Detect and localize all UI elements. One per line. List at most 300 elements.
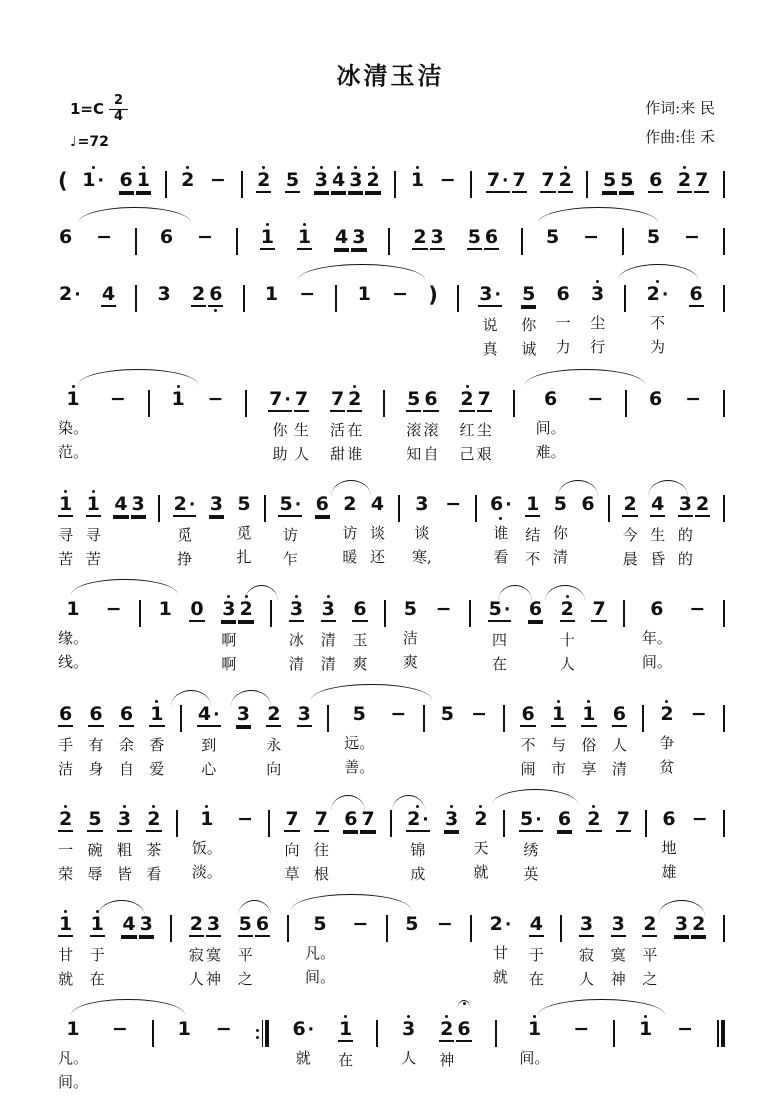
- note-digit: [215, 1019, 233, 1040]
- digit: 2: [343, 493, 357, 515]
- note-group: [342, 488, 357, 569]
- note-digit: [209, 494, 224, 517]
- note: [558, 164, 573, 199]
- digit: 6: [649, 169, 663, 191]
- lyric-line2: 在: [528, 970, 544, 988]
- digit: 1: [66, 1018, 80, 1040]
- note-digit: [351, 914, 369, 935]
- lyric-line1: 余: [118, 736, 134, 754]
- note-group: [638, 1013, 653, 1094]
- note-digit: [289, 599, 304, 622]
- note: [348, 164, 363, 199]
- note-group: [191, 278, 223, 361]
- lyric-line1: 寞: [610, 946, 626, 964]
- note-digit: [256, 170, 271, 193]
- digit: 5: [545, 226, 560, 248]
- note-group: [157, 278, 172, 359]
- note-digit: [314, 809, 329, 832]
- note-group: [642, 593, 672, 674]
- note-group: [338, 1013, 353, 1096]
- digit: 5: [553, 493, 567, 515]
- note: [209, 488, 224, 571]
- lyric-line2: 皆: [116, 865, 132, 883]
- note-digit: [556, 284, 571, 305]
- note-group: [298, 278, 316, 359]
- lyric-line2: 知: [406, 445, 422, 463]
- note: [642, 908, 657, 991]
- lyric-line2: 英: [523, 865, 539, 883]
- note-digit: [473, 809, 488, 830]
- digit: 2: [474, 808, 488, 830]
- note-group: [149, 698, 164, 781]
- note: [553, 488, 568, 569]
- note-group: [560, 593, 575, 676]
- digit: 4: [529, 913, 544, 935]
- note: [121, 908, 136, 991]
- music-system: [58, 787, 725, 886]
- note-group: [582, 221, 600, 254]
- lyric-line2: 成: [410, 865, 426, 883]
- lyric-line2: 苦: [85, 550, 101, 568]
- key-time-row: [70, 94, 128, 125]
- barline: [475, 495, 477, 522]
- lyric-line1: 谁: [493, 524, 509, 542]
- note-group: [209, 164, 227, 197]
- note: [343, 803, 358, 886]
- lyric-line1: 活: [330, 421, 346, 439]
- lyric-line1: 甘: [493, 944, 509, 962]
- barline: [148, 390, 150, 417]
- note-digit: [403, 599, 418, 620]
- note-group: [519, 803, 543, 886]
- note-group: [236, 698, 251, 781]
- note-group: [170, 383, 185, 464]
- composer-credit: 作曲:佳 禾: [645, 128, 715, 147]
- note-group: [470, 698, 488, 779]
- digit: 1: [582, 703, 596, 725]
- note: [285, 164, 300, 199]
- note-group: [90, 908, 105, 991]
- note-digit: [406, 809, 430, 832]
- note-digit: [196, 227, 214, 248]
- lyric-line2: 草: [284, 865, 300, 883]
- lyric-line2: 真: [482, 340, 498, 358]
- note: [488, 593, 512, 676]
- note: [58, 803, 73, 886]
- lyric-line1: 谈: [414, 524, 430, 542]
- digit: 2: [460, 388, 474, 410]
- octave-dot-below: [689, 307, 704, 313]
- note-group: [221, 593, 253, 676]
- note-digit: [661, 809, 676, 830]
- note: [101, 278, 116, 361]
- note-group: [58, 698, 73, 781]
- note: [297, 698, 312, 781]
- lyric-line2: 人: [293, 445, 309, 463]
- note: [684, 383, 702, 464]
- augmentation-dot: ·: [505, 495, 512, 515]
- note: [334, 221, 349, 256]
- note-group: [352, 593, 367, 676]
- digit: 2: [623, 493, 637, 515]
- digit: −: [689, 598, 706, 620]
- note: [436, 908, 454, 989]
- note: [192, 803, 222, 884]
- note-group: [389, 698, 407, 779]
- lyric-line1: 玉: [352, 631, 368, 649]
- note: [236, 698, 251, 781]
- note: [691, 908, 706, 991]
- note-digit: [436, 914, 454, 935]
- note-digit: [676, 1019, 694, 1040]
- octave-dot-below: [208, 307, 223, 313]
- note-digit: [221, 599, 236, 622]
- digit: 7: [361, 808, 375, 830]
- barline: [470, 915, 472, 942]
- digit: 2: [696, 493, 710, 515]
- digit: 3: [157, 283, 171, 305]
- lyric-line2: 清: [288, 655, 304, 673]
- note-group: [580, 488, 595, 569]
- lyric-line1: 生: [293, 421, 309, 439]
- lyric-line2: 清: [320, 655, 336, 673]
- note-group: [266, 698, 281, 781]
- note-group: [278, 488, 302, 571]
- note-digit: [557, 809, 572, 832]
- note-digit: [65, 599, 80, 620]
- note-digit: [439, 170, 457, 191]
- note-digit: [519, 809, 543, 832]
- digit: −: [583, 226, 600, 248]
- digit: 6: [650, 598, 664, 620]
- note: [315, 488, 330, 571]
- lyric-line2: 爽: [352, 655, 368, 673]
- digit: 5: [646, 226, 661, 248]
- music-system: [58, 997, 725, 1096]
- digit: 4: [122, 913, 136, 935]
- note-group: [572, 1013, 590, 1094]
- digit: 3: [678, 493, 693, 515]
- barline: [245, 390, 247, 417]
- note-group: [344, 698, 374, 779]
- note: [344, 698, 374, 779]
- octave-dot-below: [180, 191, 195, 197]
- digit: 1: [82, 169, 96, 191]
- digit: 3: [131, 493, 145, 515]
- digit: 4: [370, 493, 385, 515]
- lyric-line2: 晨: [622, 550, 638, 568]
- note: [470, 698, 488, 779]
- octave-dot-below: [440, 725, 455, 731]
- note-group: [297, 698, 312, 781]
- note: [525, 488, 540, 571]
- lyric-line1: 滚: [423, 421, 439, 439]
- barline: [287, 915, 289, 942]
- lyric-line1: 生: [650, 526, 666, 544]
- note-digit: [236, 704, 251, 727]
- barline: [152, 1020, 154, 1047]
- digit: −: [573, 1018, 590, 1040]
- note-group: [291, 1013, 315, 1094]
- note: [389, 698, 407, 779]
- digit: 2: [413, 226, 427, 248]
- note: [177, 1013, 192, 1094]
- note-digit: [58, 284, 82, 305]
- note-group: [81, 164, 105, 197]
- lyric-line2: 间。: [58, 1073, 89, 1091]
- note-group: [486, 164, 527, 199]
- note-group: [146, 803, 161, 886]
- barline: [236, 228, 238, 255]
- octave-dot-below: [256, 193, 271, 199]
- digit: 2: [348, 388, 362, 410]
- note-digit: [414, 494, 429, 515]
- lyric-line1: 与: [550, 736, 566, 754]
- barline: [180, 705, 182, 732]
- lyric-line1: 远。: [344, 734, 375, 752]
- note: [236, 488, 251, 569]
- note-digit: [456, 1019, 471, 1042]
- note-digit: [342, 494, 357, 515]
- note-group: [315, 488, 330, 571]
- octave-dot-below: [105, 620, 123, 626]
- lyric-line2: 的: [677, 550, 693, 568]
- note: [691, 803, 709, 884]
- octave-dot-below: [586, 832, 601, 838]
- octave-dot-below: [439, 191, 457, 197]
- note: [117, 803, 132, 886]
- barline: [625, 390, 627, 417]
- note: [648, 164, 663, 199]
- note: [616, 803, 631, 886]
- octave-dot-below: [196, 248, 214, 254]
- note: [683, 221, 701, 254]
- note: [196, 221, 214, 254]
- lyric-line2: 洁: [58, 760, 74, 778]
- digit: 6: [612, 703, 626, 725]
- barline: [394, 171, 396, 198]
- lyric-line1: 于: [528, 946, 544, 964]
- octave-dot-below: [586, 410, 604, 416]
- octave-dot-below: [684, 410, 702, 416]
- note: [238, 593, 253, 676]
- note: [512, 164, 527, 199]
- note-digit: [439, 1019, 454, 1042]
- music-system: [58, 205, 725, 256]
- lyric-line1: 粗: [116, 841, 132, 859]
- lyric-line2: 享: [581, 760, 597, 778]
- barline: [560, 915, 562, 942]
- note-digit: [238, 599, 253, 622]
- augmentation-dot: ·: [284, 390, 291, 410]
- note: [410, 164, 425, 197]
- octave-dot-below: [285, 193, 300, 199]
- digit: 2: [692, 913, 706, 935]
- note-group: [95, 221, 113, 254]
- digit: 7: [269, 388, 283, 410]
- octave-dot-below: [695, 517, 710, 523]
- note: [95, 221, 113, 254]
- note: [602, 164, 617, 199]
- digit: 5: [407, 388, 421, 410]
- lyric-line2: 在: [491, 655, 507, 673]
- octave-dot-below: [580, 515, 595, 521]
- octave-dot-below: [215, 1040, 233, 1046]
- note-digit: [650, 494, 665, 517]
- note-digit: [695, 494, 710, 517]
- note-digit: [410, 170, 425, 191]
- note-digit: [527, 1019, 542, 1040]
- digit: 1: [90, 913, 104, 935]
- digit: 2: [239, 598, 253, 620]
- note-digit: [297, 704, 312, 727]
- note-group: [684, 383, 702, 464]
- lyric-line1: 红: [459, 421, 475, 439]
- lyric-line1: 甘: [58, 946, 74, 964]
- digit: 7: [477, 388, 491, 410]
- digit: −: [390, 703, 407, 725]
- note: [351, 908, 369, 989]
- note-digit: [360, 809, 375, 832]
- digit: −: [96, 226, 113, 248]
- lyric-line2: 甜: [330, 445, 346, 463]
- octave-dot-below: [191, 307, 206, 313]
- note-group: [58, 1013, 88, 1094]
- note: [401, 1013, 416, 1094]
- lyric-line1: 谈: [370, 524, 386, 542]
- note-digit: [189, 599, 204, 622]
- octave-dot-below: [691, 830, 709, 836]
- octave-dot-below: [456, 1042, 471, 1048]
- note-digit: [189, 914, 204, 937]
- note-digit: [113, 494, 128, 517]
- barline: [723, 810, 725, 837]
- credits-block: [645, 94, 715, 153]
- digit: 4: [651, 493, 665, 515]
- lyric-line1: 不: [649, 314, 665, 332]
- barline: [723, 915, 725, 942]
- digit: −: [691, 808, 708, 830]
- note: [612, 698, 627, 781]
- barline: [165, 171, 167, 198]
- digit: 5: [405, 913, 419, 935]
- note: [158, 593, 173, 674]
- note-digit: [459, 389, 474, 412]
- note-digit: [294, 389, 309, 412]
- music-system: [58, 682, 725, 781]
- digit: 6: [689, 283, 703, 305]
- lyric-line2: 不: [525, 550, 541, 568]
- lyric-line2: 范。: [58, 443, 89, 461]
- lyric-line1: 凡。: [58, 1049, 89, 1067]
- barline: [264, 495, 266, 522]
- digit: −: [209, 169, 226, 191]
- note: [360, 803, 375, 886]
- note-digit: [648, 170, 663, 193]
- digit: 6: [662, 808, 676, 830]
- digit: 7: [285, 808, 299, 830]
- lyric-line1: 寻: [85, 526, 101, 544]
- digit: 1: [339, 1018, 353, 1040]
- note-digit: [109, 389, 127, 410]
- note-digit: [136, 170, 151, 193]
- note: [661, 803, 676, 884]
- time-signature-numerator: 2: [109, 94, 128, 110]
- note-group: [207, 383, 225, 464]
- note-digit: [207, 389, 225, 410]
- note-group: [648, 164, 663, 199]
- note: [674, 908, 689, 991]
- lyric-line1: 地: [661, 839, 677, 857]
- lyric-line2: 心: [201, 760, 217, 778]
- note: [109, 383, 127, 464]
- barline: [723, 285, 725, 312]
- note-digit: [159, 227, 174, 248]
- augmentation-dot: ·: [188, 495, 196, 515]
- note: [528, 593, 543, 676]
- lyric-line1: 寻: [58, 526, 74, 544]
- note-group: [351, 908, 369, 989]
- lyric-line2: 还: [370, 548, 386, 566]
- note-group: [520, 698, 535, 781]
- barline: [135, 228, 137, 255]
- barline: [170, 915, 172, 942]
- lyric-line2: 谁: [347, 445, 363, 463]
- note-digit: [423, 389, 438, 412]
- digit: 2: [181, 169, 195, 191]
- note: [260, 221, 275, 256]
- note-group: [109, 383, 127, 464]
- lyric-line1: 缘。: [58, 629, 89, 647]
- digit: 1: [136, 169, 150, 191]
- digit: 1: [264, 283, 279, 305]
- note-digit: [646, 227, 661, 248]
- note-group: [117, 803, 132, 886]
- music-system: [58, 262, 725, 361]
- lyric-line2: 就: [493, 968, 509, 986]
- note-group: [444, 488, 462, 569]
- digit: −: [237, 808, 253, 830]
- digit: 2: [558, 169, 572, 191]
- lyric-line1: 锦: [410, 841, 426, 859]
- note-group: [101, 278, 116, 361]
- note-group: [404, 908, 419, 989]
- lyric-line1: 往: [313, 841, 329, 859]
- lyric-line2: 间。: [641, 653, 672, 671]
- lyric-line2: 行: [590, 338, 606, 356]
- note-group: [260, 221, 275, 256]
- lyric-line1: 一: [555, 314, 571, 332]
- note-digit: [684, 389, 702, 410]
- note: [435, 593, 453, 674]
- lyric-line2: 苦: [58, 550, 74, 568]
- digit: 1: [551, 703, 566, 725]
- lyric-line1: 今: [622, 526, 638, 544]
- note-group: [602, 164, 634, 199]
- note-group: [586, 803, 601, 886]
- note: [321, 593, 336, 676]
- note-group: [489, 488, 513, 569]
- note-digit: [688, 599, 706, 620]
- barline: [586, 171, 588, 198]
- note-digit: [649, 599, 664, 620]
- note: [648, 383, 663, 464]
- digit: 1: [66, 388, 80, 410]
- note: [406, 803, 430, 886]
- note-group: [553, 488, 568, 569]
- augmentation-dot: ·: [502, 171, 509, 191]
- octave-dot-below: [467, 250, 482, 256]
